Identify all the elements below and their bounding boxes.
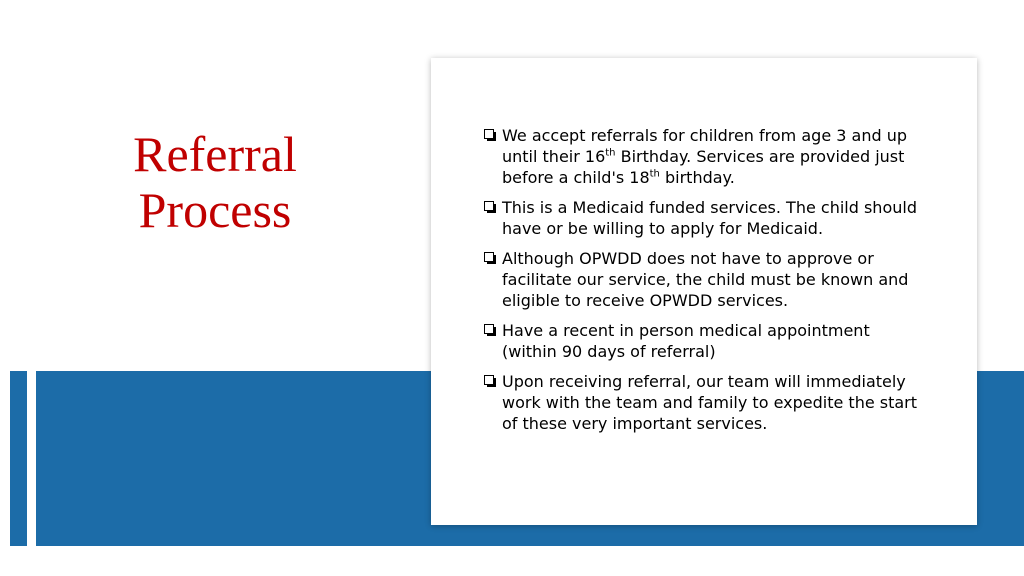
checkbox-bullet-icon bbox=[484, 324, 494, 334]
bullet-text: Have a recent in person medical appointment (within 90 days of referral) bbox=[502, 321, 870, 361]
bullet-text-part: Birthday. Services are provided just before a child's 18 bbox=[502, 147, 905, 187]
checkbox-bullet-icon bbox=[484, 201, 494, 211]
ordinal-suffix: th bbox=[649, 168, 660, 180]
bullet-text-part: birthday. bbox=[659, 168, 735, 187]
checkbox-bullet-icon bbox=[484, 252, 494, 262]
bullet-item bbox=[484, 125, 924, 188]
checkbox-bullet-icon bbox=[484, 129, 494, 139]
bullet-item bbox=[484, 197, 924, 239]
slide-title bbox=[105, 126, 325, 238]
bullet-text: Although OPWDD does not have to approve or facilitate our service, the child must be known and eligible to receive OPWDD services. bbox=[502, 249, 909, 310]
title-line-1: Referral bbox=[133, 126, 297, 182]
bullet-text-part: We accept referrals for children from age 3 and up until their 16 bbox=[502, 126, 907, 166]
bullet-list bbox=[484, 125, 924, 443]
bullet-item bbox=[484, 371, 924, 434]
ordinal-suffix: th bbox=[605, 147, 616, 159]
decorative-strip bbox=[10, 371, 27, 546]
bullet-text: This is a Medicaid funded services. The child should have or be willing to apply for Medicaid. bbox=[502, 198, 917, 238]
checkbox-bullet-icon bbox=[484, 375, 494, 385]
bullet-item bbox=[484, 320, 924, 362]
bullet-text: Upon receiving referral, our team will immediately work with the team and family to expedite the start of these very important services. bbox=[502, 372, 918, 433]
content-card bbox=[431, 58, 977, 525]
title-line-2: Process bbox=[138, 182, 292, 238]
bullet-item bbox=[484, 248, 924, 311]
